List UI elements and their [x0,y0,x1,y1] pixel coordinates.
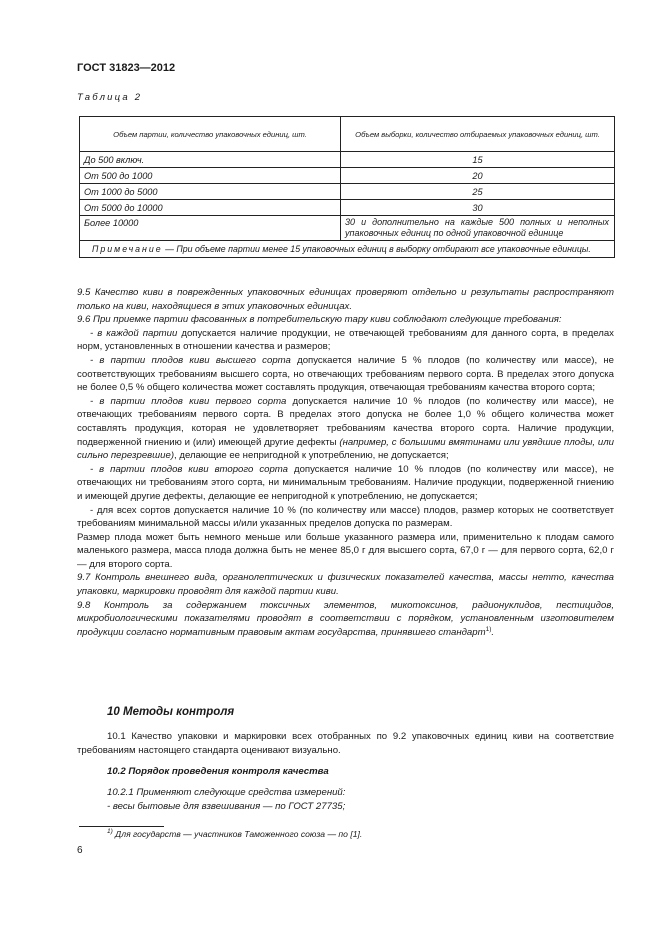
subsection-title: 10.2 Порядок проведения контроля качества [107,765,329,777]
document-code: ГОСТ 31823—2012 [77,62,176,74]
table-header-sample: Объем выборки, количество отбираемых упаковочных единиц, шт. [341,117,615,152]
list-item: - в каждой партии допускается наличие продукции, не отвечающей требованиям для данного сорта, в пределах норм, установленных в отношении качества и размеров; [77,327,614,353]
footnote-ref: 1) [485,625,492,633]
paragraph-9-6: 9.6 При приемке партии фасованных в потребительскую тару киви соблюдают следующие требования: [77,314,562,326]
table-note-text: — При объеме партии менее 15 упаковочных единиц в выборку отбирают все упаковочные единицы. [162,244,591,254]
list-item: - в партии плодов киви второго сорта допускается наличие 10 % плодов (по количеству или массе), не отвечающих ни требованиям этого сорта, ни минимальным требованиям. Наличие продукции, подверженной гниению и имеющей другие дефекты, делающие ее непригодной к употреблению, не допускается; [77,463,614,502]
footnote: $^{1)}$ Для государств — участников Таможенного союза — по [1]. [107,828,363,839]
list-item: - в партии плодов киви высшего сорта допускается наличие 5 % плодов (по количеству или массе), не соответствующих требованиям высшего сорта, но отвечающих требованиям первого сорта. В пределах этого допуска не более 0,5 % общего количества может составлять продукция, отвечающая требованиям качества второго сорта; [77,354,614,394]
table-note [80,241,615,258]
table-row [80,168,615,184]
table-cell-sample: 25 [341,184,615,200]
table-row [80,216,615,241]
table-cell-sample: 15 [341,152,615,168]
list-item: - для всех сортов допускается наличие 10 % (по количеству или массе) плодов, размер которых не соответствует требованиям минимальной массы и/или указанных пределов допуска по размерам. [77,504,614,530]
table-cell-lot: От 500 до 1000 [80,168,341,184]
paragraph-size: Размер плода может быть немного меньше или больше указанного размера или, применительно к плодам самого маленького размера, масса плода должна быть не менее 85,0 г для высшего сорта, 67,0 г — для первого сорта, 62,0 г — для второго сорта. [77,531,614,570]
table-caption: Таблица 2 [77,92,143,103]
list-item: - весы бытовые для взвешивания — по ГОСТ 27735; [107,801,346,813]
table-cell-lot: От 5000 до 10000 [80,200,341,216]
paragraph-9-5: 9.5 Качество киви в поврежденных упаковочных единицах проверяют отдельно и результаты распространяют только на киви, находящиеся в этих упаковочных единицах. [77,287,614,312]
body-text [77,286,614,639]
table-row [80,200,615,216]
table-cell-sample: 30 [341,200,615,216]
page-number: 6 [77,845,83,856]
section-title: 10 Методы контроля [107,706,235,718]
table-row [80,152,615,168]
list-item: - в партии плодов киви первого сорта допускается наличие 10 % плодов (по количеству или массе), не отвечающих требованиям первого сорта. В пределах этого допуска не более 1,0 % общего количества может составлять продукция, которая не удовлетворяет требованиям качества второго сорта. Наличие продукции, подверженной гниению и (или) имеющей другие дефекты (например, с большими вмятинами или увядшие плоды, или сильно перезревшие), делающие ее непригодной к употреблению, не допускается; [77,395,615,462]
table-header-row [80,117,615,152]
footnote-divider [79,826,164,827]
paragraph-9-7: 9.7 Контроль внешнего вида, органолептических и физических показателей качества, массы нетто, качества упаковки, маркировки проводят для каждой партии киви. [77,572,614,598]
table-cell-lot: Более 10000 [80,216,341,241]
table-note-label: Примечание [92,244,163,254]
paragraph-10-2-1: 10.2.1 Применяют следующие средства измерений: [107,787,346,799]
table-row [80,184,615,200]
sampling-table [79,116,615,258]
table-cell-lot: От 1000 до 5000 [80,184,341,200]
table-cell-lot: До 500 включ. [80,152,341,168]
paragraph-9-8: 9.8 Контроль за содержанием токсичных элементов, микотоксинов, радионуклидов, пестицидов, микробиологическими показателями проводят в соответствии с порядком, установленным изготовителем продукции согласно нормативным правовым актам государства, принявшего стандарт$^{1)}$. [77,599,614,638]
table-cell-sample: 20 [341,168,615,184]
paragraph-10-1: 10.1 Качество упаковки и маркировки всех отобранных по 9.2 упаковочных единиц киви на соответствие требованиям настоящего стандарта оценивают визуально. [77,731,614,756]
section-10-text [77,730,614,814]
table-cell-sample: 30 и дополнительно на каждые 500 полных и неполных упаковочных единиц по одной упаковочной единице [341,216,615,241]
table-note-row [80,241,615,258]
table-header-lot: Объем партии, количество упаковочных единиц, шт. [80,117,341,152]
